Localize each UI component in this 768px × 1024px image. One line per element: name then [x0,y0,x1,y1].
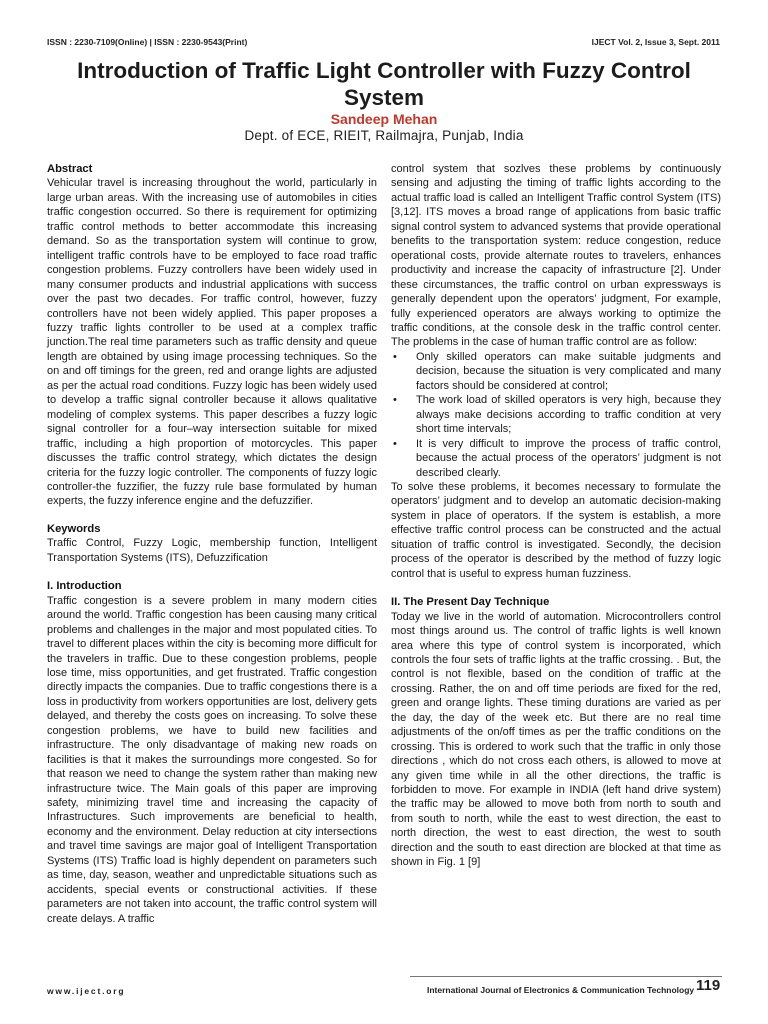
list-item: • Only skilled operators can make suitable judgments and decision, because the situation is very complicated and many factors should be considered at control; [391,350,721,393]
issn-header: ISSN : 2230-7109(Online) | ISSN : 2230-9543(Print) [47,37,248,47]
present-day-text: Today we live in the world of automation. Microcontrollers control most things around us. The control of traffic lights is well known area where this type of control system is incorporated, which controls the four sets of traffic lights at the traffic crossing. . But, the control is not flexible, based on the condition of traffic at the crossing. Rather, the on and off time periods are fixed for the red, green and orange lights. These timing durations are varied as per the day, the day of the week etc. But there are no real time adjustments of the on/off times as per the traffic conditions on the crossing. This is ordered to work such that the traffic in only those directions , which do not cross each others, is allowed to move at any given time while in all the other directions, the traffic is forbidden to move. For example in INDIA (left hand drive system) the traffic may be allowed to move both from north to south and from south to north, while the east to west direction, the east to north direction, the west to east direction, the west to south direction and the south to east direction are blocked at that time as shown in Fig. 1 [9] [391,610,721,869]
footer-website: www.iject.org [47,986,126,996]
introduction-text: Traffic congestion is a severe problem in many modern cities around the world. Traffic congestion has been causing many critical problems and challenges in the major and most populated cities. To travel to different places within the city is becoming more difficult for the travelers in traffic. Due to these congestion problems, people lose time, miss opportunities, and get frustrated. Traffic congestion directly impacts the companies. Due to traffic congestions there is a loss in productivity from workers opportunities are lost, delivery gets delayed, and thereby the costs goes on increasing. To solve these congestion problems, we have to build new facilities and infrastructure. The only disadvantage of making new roads on facilities is that it makes the surroundings more congested. So for that reason we need to change the system rather than making new infrastructure twice. The Main goals of this paper are improving safety, minimizing travel time and increasing the capacity of Infrastructures. Such improvements are beneficial to health, economy and the environment. Delay reduction at city intersections and travel time savings are major goal of Intelligent Transportation Systems (ITS) Traffic load is highly dependent on parameters such as time, day, season, weather and unpredictable situations such as accidents, special events or constructional activities. If these parameters are not taken into account, the traffic control system will create delays. A traffic [47,594,377,925]
keywords-heading: Keywords [47,522,101,535]
keywords-text: Traffic Control, Fuzzy Logic, membership function, Intelligent Transportation Systems (ITS), Defuzzification [47,537,377,564]
present-day-heading: II. The Present Day Technique [391,596,550,609]
left-column [47,162,377,926]
page-number: 119 [696,977,721,994]
abstract-text: Vehicular travel is increasing throughout the world, particularly in large urban areas. With the increasing use of automobiles in cities traffic congestion occurred. So there is requirement for optimizing traffic control methods to better accommodate this increasing demand. So as the transportation system will continue to grow, intelligent traffic controls have to be employed to face road traffic congestion problems. Fuzzy controllers have been widely used in many consumer products and industrial applications with success over the past two decades. For traffic control, however, fuzzy controllers have not been widely applied. This paper proposes a fuzzy traffic lights controller to be used at a complex traffic junction.The real time parameters such as traffic density and queue length are obtained by using image processing techniques. So the on and off timings for the green, red and orange lights are adjusted as per the actual road conditions. Fuzzy logic has been widely used to develop a traffic signal controller because it allows qualitative modeling of complex systems. This paper describes a fuzzy logic signal controller for a four–way intersection suitable for mixed traffic, including a high proportion of motorcycles. This paper discusses the traffic control strategy, which dictates the design criteria for the fuzzy logic controller. The components of fuzzy logic controller-the fuzzifier, the fuzzy rule base formulated by human experts, the fuzzy inference engine and the defuzzifier. [47,177,377,508]
author-affiliation: Dept. of ECE, RIEIT, Railmajra, Punjab, India [244,128,524,143]
its-continuation-text: control system that sozlves these problems by continuously sensing and adjusting the timing of traffic lights according to the actual traffic load is called an Intelligent Traffic control System (ITS) [3,12]. ITS moves a broad range of applications from basic traffic signal control system to advanced systems that provide operational benefits to the transportation system: reduce congestion, reduce operational costs, provide alternate routes to travelers, enhances productivity and increase the capacity of infrastructure [2]. Under these circumstances, the traffic control on urban expressways is generally dependent upon the operators’ judgment, For example, fully experienced operators are always working to optimize the traffic conditions, at the console desk in the traffic control center. The problems in the case of human traffic control are as follow: [391,163,721,349]
author-name: Sandeep Mehan [330,111,438,127]
paper-title: Introduction of Traffic Light Controller with Fuzzy Control System [77,58,691,110]
list-item: • It is very difficult to improve the process of traffic control, because the actual process of the operators’ judgment is not described clearly. [391,437,721,480]
problems-list [391,350,721,480]
list-item: • The work load of skilled operators is very high, because they always make decisions according to traffic condition at very short time intervals; [391,393,721,436]
abstract-heading: Abstract [47,163,93,175]
solution-text: To solve these problems, it becomes necessary to formulate the operators’ judgment and to develop an automatic decision-making system in place of operators. If the system is establish, a more effective traffic control process can be constructed and the actual situation of traffic control is investigated. Secondly, the decision process of the operator is described by the method of fuzzy logic control that is useful to express human fuzziness. [391,480,721,580]
footer-journal-name: International Journal of Electronics & Communication Technology [427,985,695,995]
journal-issue-header: IJECT Vol. 2, Issue 3, Sept. 2011 [591,37,720,47]
footer-divider [410,976,722,977]
right-column [391,162,721,870]
introduction-heading: I. Introduction [47,580,122,593]
